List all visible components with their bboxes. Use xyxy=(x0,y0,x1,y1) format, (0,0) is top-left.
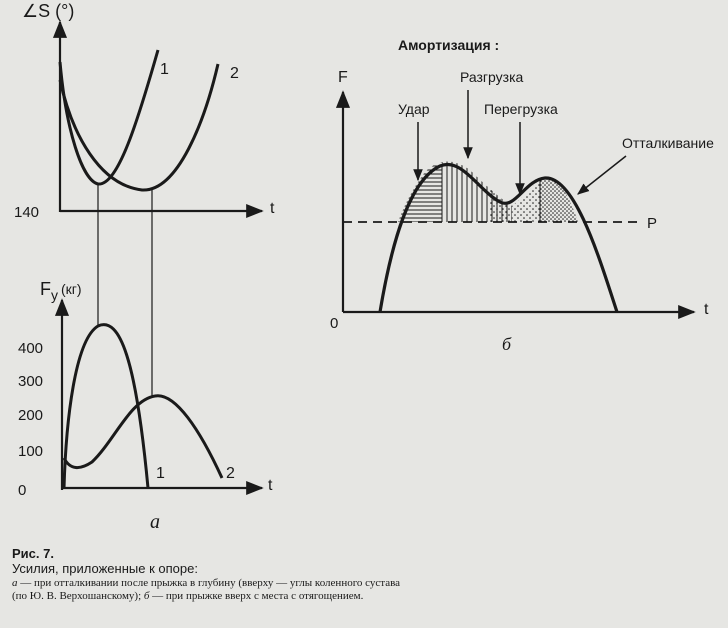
top-curve-2-label: 2 xyxy=(230,65,239,82)
caption-a-marker: а xyxy=(12,576,18,589)
ann-ottalkivanie: Отталкивание xyxy=(622,135,714,151)
bottom-x-axis-label: t xyxy=(268,477,273,494)
panel-b-label: б xyxy=(502,334,512,354)
caption-a-text: — при отталкивании после прыжка в глубину (вверху — углы коленного сустава xyxy=(17,576,401,589)
bottom-y-tick-300: 300 xyxy=(18,373,44,390)
b-title: Амортизация : xyxy=(398,37,500,53)
bottom-y-axis-label: $F_y$ $^{(кг)}$ xyxy=(40,279,82,303)
b-y-axis-label: F xyxy=(338,69,348,86)
caption-b-text: — при прыжке вверх с места с отягощением. xyxy=(149,589,364,602)
bottom-curve-1-label: 1 xyxy=(156,465,165,482)
caption-line-3 xyxy=(12,590,712,603)
caption-line3-start: (по Ю. В. Верхошанскому); xyxy=(12,589,144,602)
bottom-y-tick-100: 100 xyxy=(18,443,44,460)
top-curve-1-label: 1 xyxy=(160,61,169,78)
b-x-axis-label: t xyxy=(704,301,709,318)
ann-razgruzka: Разгрузка xyxy=(460,69,524,85)
b-shaded-areas xyxy=(395,150,585,225)
panel-b xyxy=(330,37,714,354)
figure-caption xyxy=(12,547,712,602)
ann-ottalkivanie-arrow xyxy=(578,156,626,194)
top-y-axis-label: ∠S (°) xyxy=(22,1,75,21)
b-origin-label: 0 xyxy=(330,315,339,332)
panel-a-label: а xyxy=(150,511,160,533)
caption-title: Рис. 7. xyxy=(12,546,54,561)
panel-a-top xyxy=(14,1,275,221)
panel-a-bottom xyxy=(18,279,273,533)
top-x-axis-label: t xyxy=(270,200,275,217)
caption-line-2 xyxy=(12,577,712,590)
bottom-y-tick-400: 400 xyxy=(18,340,44,357)
top-y-tick-140: 140 xyxy=(14,204,40,221)
bottom-y-tick-200: 200 xyxy=(18,407,44,424)
top-curve-1 xyxy=(60,50,158,184)
caption-b-marker: б xyxy=(143,589,150,602)
ann-udar: Удар xyxy=(398,101,430,117)
bottom-curve-2-label: 2 xyxy=(226,465,235,482)
b-P-label: P xyxy=(647,215,658,232)
ann-peregruzka: Перегрузка xyxy=(484,101,558,117)
b-dots-sparse xyxy=(490,150,540,225)
bottom-y-tick-0: 0 xyxy=(18,482,27,499)
caption-line-1: Усилия, приложенные к опоре: xyxy=(12,560,198,576)
